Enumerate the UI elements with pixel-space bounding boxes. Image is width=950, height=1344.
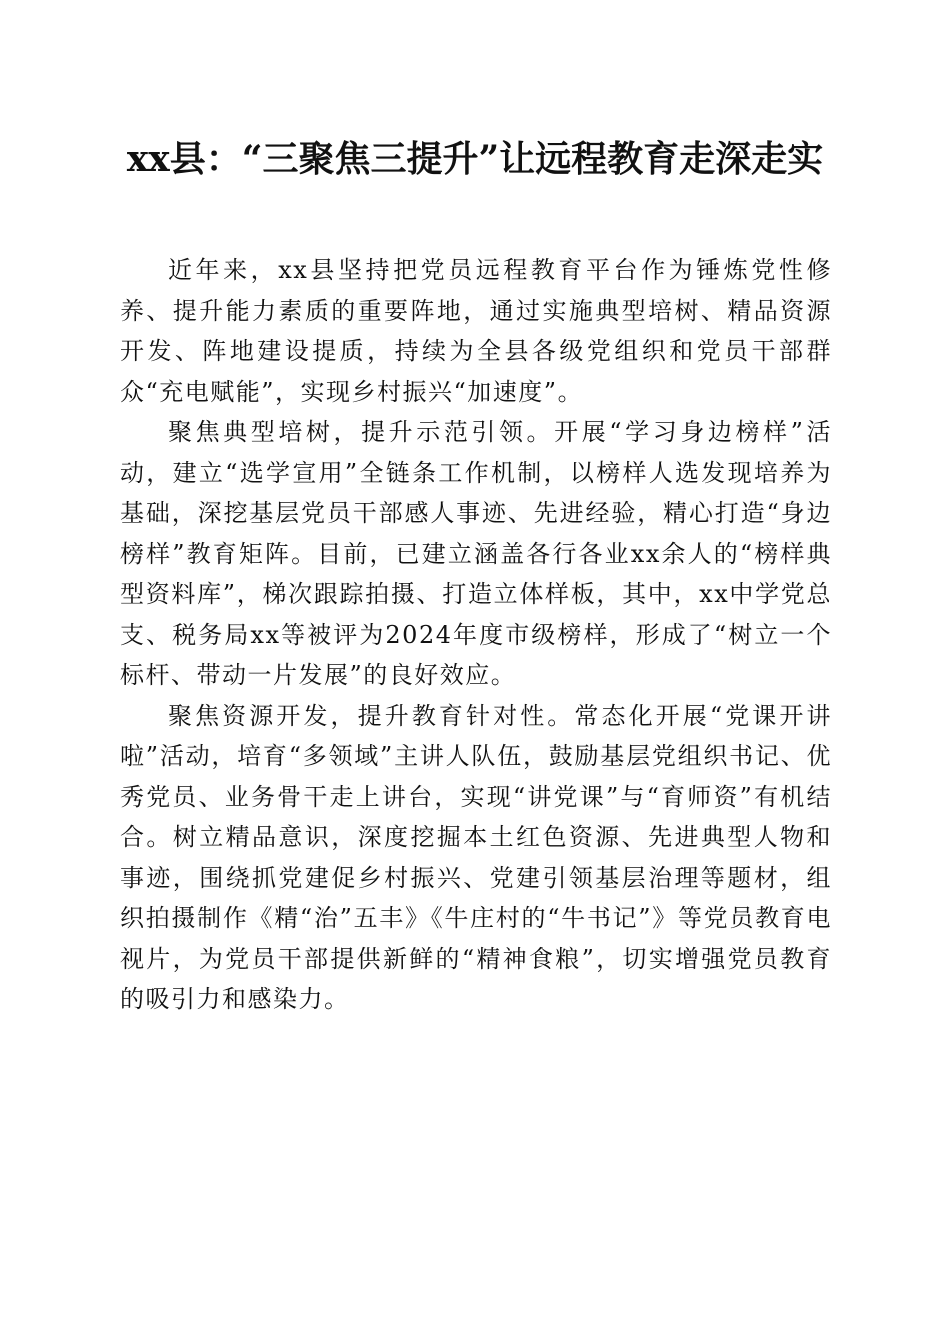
- paragraph-intro: 近年来，xx县坚持把党员远程教育平台作为锤炼党性修养、提升能力素质的重要阵地，通过实施典型培树、精品资源开发、阵地建设提质，持续为全县各级党组织和党员干部群众“充电赋能”，实现乡村振兴“加速度”。: [120, 256, 832, 406]
- document-body: [120, 250, 832, 1020]
- paragraph-resource-development: 聚焦资源开发，提升教育针对性。常态化开展“党课开讲啦”活动，培育“多领域”主讲人队伍，鼓励基层党组织书记、优秀党员、业务骨干走上讲台，实现“讲党课”与“育师资”有机结合。树立精品意识，深度挖掘本土红色资源、先进典型人物和事迹，围绕抓党建促乡村振兴、党建引领基层治理等题材，组织拍摄制作《精“治”五丰》《牛庄村的“牛书记”》等党员教育电视片，为党员干部提供新鲜的“精神食粮”，切实增强党员教育的吸引力和感染力。: [120, 701, 832, 1013]
- document-title: xx县：“三聚焦三提升”让远程教育走深走实: [126, 138, 824, 180]
- paragraph-role-models: 聚焦典型培树，提升示范引领。开展“学习身边榜样”活动，建立“选学宣用”全链条工作机制，以榜样人选发现培养为基础，深挖基层党员干部感人事迹、先进经验，精心打造“身边榜样”教育矩阵。目前，已建立涵盖各行各业xx余人的“榜样典型资料库”，梯次跟踪拍摄、打造立体样板，其中，xx中学党总支、税务局xx等被评为2024年度市级榜样，形成了“树立一个标杆、带动一片发展”的良好效应。: [120, 418, 832, 689]
